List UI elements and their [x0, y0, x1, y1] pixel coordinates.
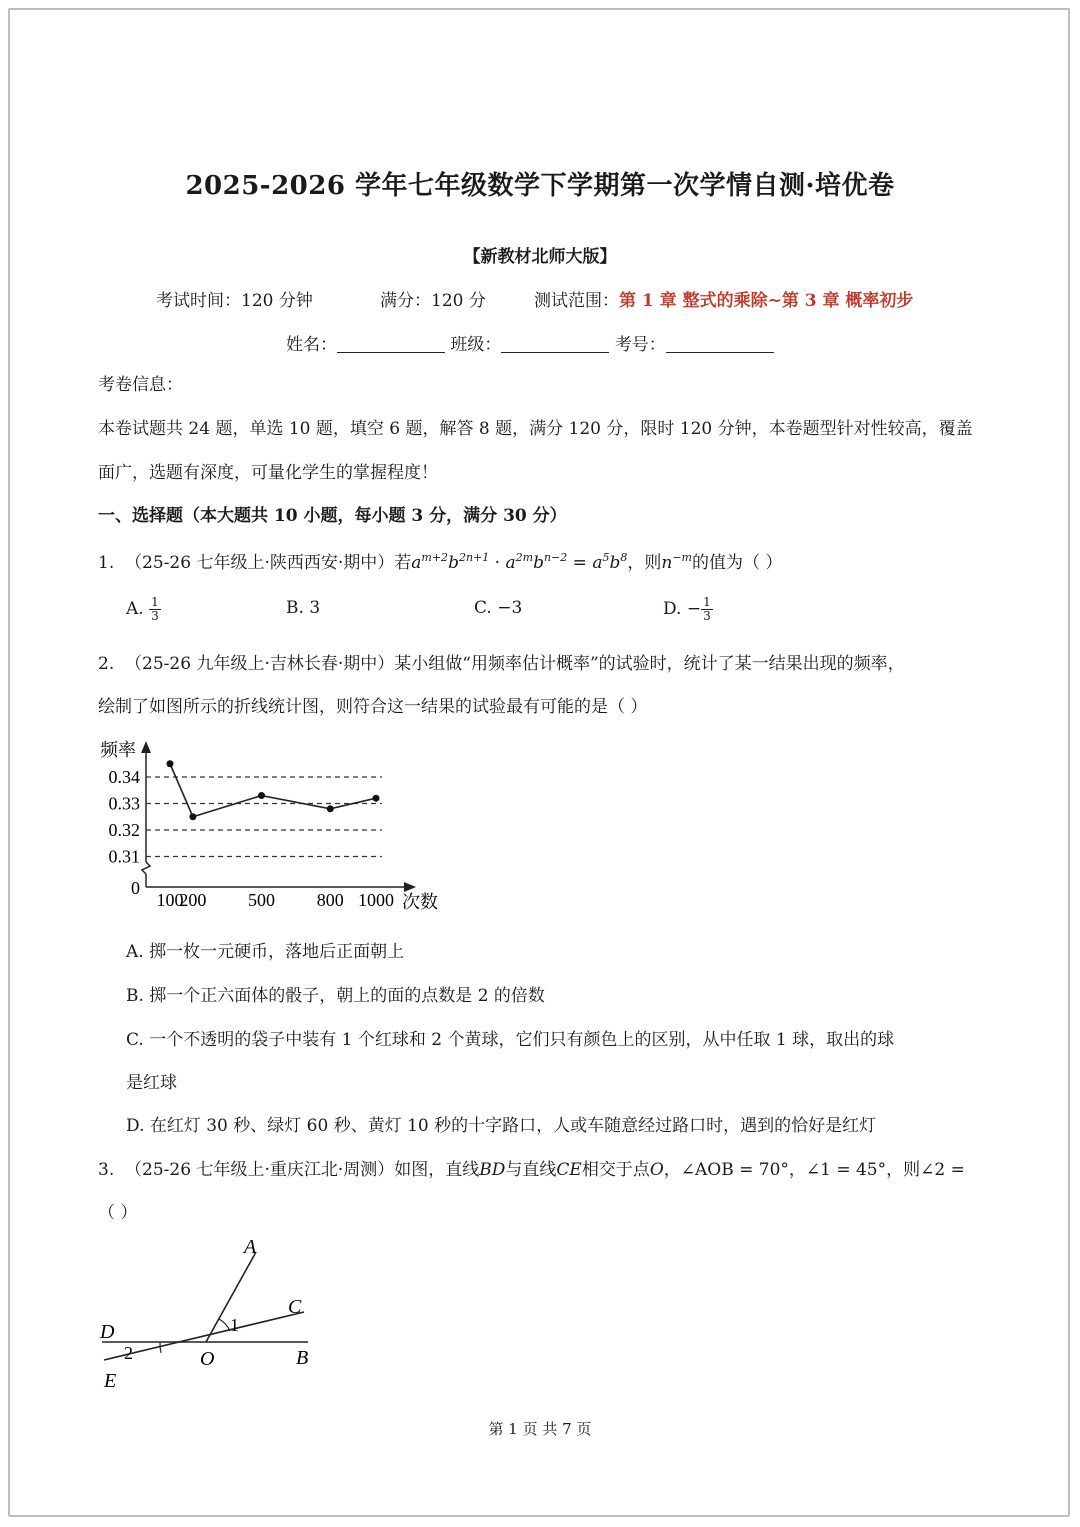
data-point — [327, 805, 334, 812]
chart-plot — [100, 740, 438, 912]
question-1 — [98, 548, 782, 573]
data-point — [258, 792, 265, 799]
y-axis-arrow — [141, 741, 151, 753]
data-point — [373, 795, 380, 802]
q1-op: = — [567, 553, 593, 573]
question-2 — [98, 649, 905, 674]
q2-option-c-cont: 是红球 — [126, 1073, 177, 1093]
point-o: O — [200, 1348, 215, 1370]
y-axis-label: 频率 — [100, 740, 136, 760]
denominator: 3 — [151, 609, 159, 623]
option-value: 3 — [309, 598, 321, 618]
student-fields — [286, 330, 774, 355]
q1-exp: m+2 — [421, 551, 449, 564]
q3-text: 与直线 — [505, 1160, 557, 1180]
exam-time: 考试时间：120 分钟 — [156, 291, 313, 311]
test-range-label: 测试范围： — [534, 291, 619, 311]
y-tick-label: 0.34 — [108, 767, 140, 787]
point-a: A — [244, 1236, 257, 1258]
angle-1-label: 1 — [230, 1315, 239, 1335]
angle-figure — [90, 1230, 330, 1395]
q1-option-d[interactable] — [663, 596, 713, 623]
q3-line-2: （ ） — [98, 1203, 138, 1223]
q1-text: 的值为（ ） — [691, 553, 783, 573]
page-title: 2025-2026 学年七年级数学下学期第一次学情自测·培优卷 — [185, 171, 895, 201]
test-range-value: 第 1 章 整式的乘除~第 3 章 概率初步 — [619, 291, 914, 311]
x-axis-arrow — [404, 882, 416, 892]
q1-option-b[interactable] — [286, 598, 320, 618]
q3-number: 3. — [98, 1160, 115, 1180]
q1-option-a[interactable] — [126, 596, 161, 623]
test-range — [534, 286, 913, 311]
q2-option-c[interactable]: C. 一个不透明的袋子中装有 1 个红球和 2 个黄球，它们只有颜色上的区别，从中任取 1 球，取出的球 — [126, 1030, 895, 1050]
info-line-2: 面广，选题有深度，可量化学生的掌握程度！ — [98, 463, 438, 483]
x-tick-label: 800 — [316, 890, 344, 910]
x-tick-label: 100 — [156, 890, 184, 910]
q1-exp: −m — [672, 551, 692, 564]
data-point — [189, 813, 196, 820]
line-ce-label: CE — [556, 1160, 582, 1180]
angle-2-arc — [160, 1342, 161, 1353]
point-b: B — [296, 1347, 309, 1369]
q3-condition: ，∠AOB = 70°，∠1 = 45°，则∠2 = — [663, 1160, 965, 1180]
x-tick-label: 500 — [248, 890, 276, 910]
option-value: −3 — [497, 598, 523, 618]
minus-sign: − — [686, 599, 702, 619]
info-heading: 考卷信息： — [98, 375, 183, 395]
x-tick-label: 200 — [179, 890, 207, 910]
info-line-1: 本卷试题共 24 题，单选 10 题，填空 6 题，解答 8 题，满分 120 分，限时 120 分钟，本卷题型针对性较高，覆盖 — [98, 419, 973, 439]
q1-exp: n−2 — [543, 551, 568, 564]
q3-text: 相交于点 — [581, 1160, 650, 1180]
q1-term: n — [661, 553, 673, 573]
data-point — [167, 760, 174, 767]
full-score: 满分：120 分 — [380, 291, 486, 311]
y-tick-label: 0.31 — [108, 846, 140, 867]
q1-text: ，则 — [627, 553, 662, 573]
q1-term: a — [592, 553, 603, 573]
q1-exp: 8 — [620, 551, 628, 564]
q1-source: （25-26 七年级上·陕西西安·期中）若 — [125, 553, 412, 573]
y-tick-label: 0.32 — [108, 820, 140, 840]
line-bd-label: BD — [479, 1160, 506, 1180]
q2-number: 2. — [98, 654, 115, 674]
q1-op: · — [489, 553, 506, 573]
angle-1-arc — [219, 1319, 230, 1331]
page-footer: 第 1 页 共 7 页 — [488, 1420, 592, 1438]
q1-term: b — [448, 553, 459, 573]
q1-exp: 2n+1 — [458, 551, 490, 564]
q1-exp: 5 — [602, 551, 610, 564]
q1-term: a — [505, 553, 516, 573]
class-blank[interactable] — [501, 334, 609, 353]
option-label: D. — [663, 599, 682, 619]
y-tick-label: 0.33 — [108, 793, 140, 814]
numerator: 1 — [703, 595, 711, 609]
q1-term: b — [533, 553, 544, 573]
question-3 — [98, 1155, 965, 1180]
origin-label: 0 — [131, 878, 140, 898]
point-c: C — [288, 1296, 302, 1318]
q2-option-d[interactable]: D. 在红灯 30 秒、绿灯 60 秒、黄灯 10 秒的十字路口，人或车随意经过路口时，遇到的恰好是红灯 — [126, 1116, 877, 1136]
q1-number: 1. — [98, 553, 115, 573]
section-heading: 一、选择题（本大题共 10 小题，每小题 3 分，满分 30 分） — [98, 506, 567, 526]
denominator: 3 — [703, 609, 711, 623]
frequency-line-chart — [96, 734, 456, 914]
point-e: E — [104, 1370, 117, 1392]
series-line — [170, 764, 376, 817]
option-label: A. — [126, 599, 144, 619]
q1-term: b — [609, 553, 621, 573]
axis-break-mark — [142, 862, 150, 874]
option-label: B. — [286, 598, 304, 618]
q1-option-c[interactable] — [474, 598, 522, 618]
q1-exp: 2m — [515, 551, 534, 564]
q2-line-2: 绘制了如图所示的折线统计图，则符合这一结果的试验最有可能的是（ ） — [98, 697, 648, 717]
edition-subtitle: 【新教材北师大版】 — [463, 247, 617, 267]
q2-option-a[interactable]: A. 掷一枚一元硬币，落地后正面朝上 — [126, 942, 405, 962]
x-tick-label: 1000 — [358, 890, 394, 910]
numerator: 1 — [151, 595, 159, 609]
x-axis-label: 次数 — [402, 892, 438, 912]
fraction — [701, 596, 713, 623]
class-label: 班级： — [450, 335, 502, 355]
q1-term: a — [411, 553, 422, 573]
q2-option-b[interactable]: B. 掷一个正六面体的骰子，朝上的面的点数是 2 的倍数 — [126, 986, 545, 1006]
q3-source: （25-26 七年级上·重庆江北·周测）如图，直线 — [125, 1160, 480, 1180]
name-blank[interactable] — [337, 334, 445, 353]
fraction — [149, 596, 161, 623]
q2-line-1: （25-26 九年级上·吉林长春·期中）某小组做“用频率估计概率”的试验时，统计了某一结果出现的频率， — [125, 654, 905, 674]
option-label: C. — [474, 598, 492, 618]
point-d: D — [100, 1321, 115, 1343]
id-blank[interactable] — [666, 334, 774, 353]
point-o-label: O — [649, 1160, 664, 1180]
angle-2-label: 2 — [124, 1343, 133, 1363]
id-label: 考号： — [614, 335, 666, 355]
name-label: 姓名： — [286, 335, 337, 355]
